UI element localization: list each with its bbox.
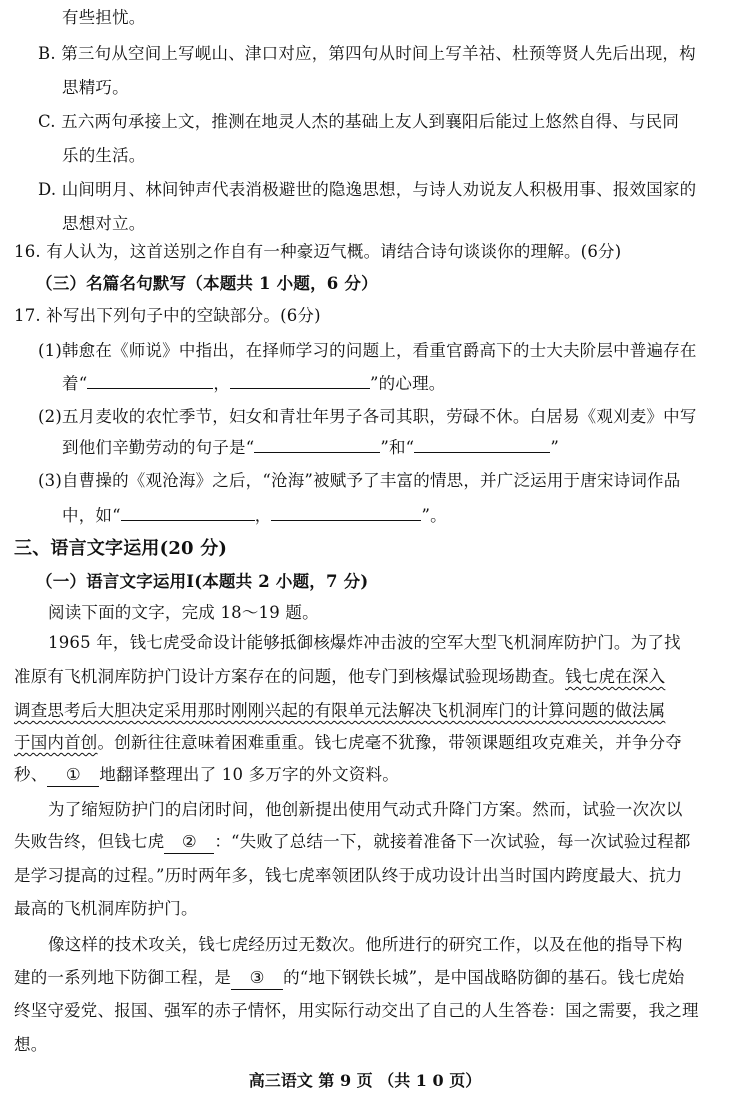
q17-item-2: (2)五月麦收的农忙季节，妇女和青壮年男子各司其职，劳碌不休。白居易《观刈麦》中写	[38, 407, 697, 426]
text-fragment: 失败告终，但钱七虎	[14, 832, 165, 851]
answer-blank-circled-3[interactable]: ③	[231, 967, 283, 990]
q17-item-2-blanks	[62, 436, 559, 459]
passage-line: 为了缩短防护门的启闭时间，他创新提出使用气动式升降门方案。然而，试验一次次以	[48, 800, 683, 819]
passage-line	[14, 967, 684, 990]
passage-line	[14, 666, 665, 688]
passage-line	[14, 831, 691, 854]
text-fragment: ，	[213, 374, 231, 393]
text-fragment: 秒、	[14, 765, 48, 784]
reading-instruction: 阅读下面的文字，完成 18～19 题。	[48, 603, 319, 622]
text-fragment: ：“失败了总结一下，就接着准备下一次试验，每一次试验过程都	[214, 832, 691, 851]
answer-blank-circled-1[interactable]: ①	[47, 764, 99, 787]
q17-item-1: (1)韩愈在《师说》中指出，在择师学习的问题上，看重官爵高下的士大夫阶层中普遍存在	[38, 341, 697, 360]
option-a-tail: 有些担忧。	[62, 8, 146, 27]
page-footer: 高三语文 第 9 页 （共 1 0 页）	[248, 1071, 482, 1090]
q17-item-3: (3)自曹操的《观沧海》之后，“沧海”被赋予了丰富的情思，并广泛运用于唐宋诗词作品	[38, 471, 681, 490]
text-fragment: 建的一系列地下防御工程，是	[14, 968, 232, 987]
q17-item-1-blanks	[62, 372, 445, 395]
answer-blank-6[interactable]	[271, 504, 421, 521]
passage-line: 最高的飞机洞库防护门。	[14, 899, 198, 918]
option-b-tail: 思精巧。	[62, 78, 129, 97]
text-fragment: ，	[254, 506, 272, 525]
wavy-underlined-sentence: 调查思考后大胆决定采用那时刚刚兴起的有限单元法解决飞机洞库门的计算问题的做法属	[14, 701, 666, 720]
text-fragment: 准原有飞机洞库防护门设计方案存在的问题，他专门到核爆试验现场勘查。	[14, 667, 566, 686]
subsection-1-title: （一）语言文字运用Ⅰ(本题共 2 小题，7 分)	[36, 572, 369, 591]
passage-line: 像这样的技术攻关，钱七虎经历过无数次。他所进行的研究工作，以及在他的指导下构	[48, 935, 683, 954]
wavy-underlined-sentence: 钱七虎在深入	[565, 667, 666, 686]
option-d: D. 山间明月、林间钟声代表消极避世的隐逸思想，与诗人劝说友人积极用事、报效国家的	[38, 180, 697, 199]
option-c: C. 五六两句承接上文，推测在地灵人杰的基础上友人到襄阳后能过上悠然自得、与民同	[38, 112, 680, 131]
passage-line	[14, 700, 665, 722]
passage-line: 终坚守爱党、报国、强军的赤子情怀，用实际行动交出了自己的人生答卷：国之需要，我之理	[14, 1001, 699, 1020]
part-3-title: 三、语言文字运用(20 分)	[14, 538, 228, 559]
passage-line	[14, 764, 399, 787]
text-fragment: ”	[550, 438, 559, 457]
answer-blank-4[interactable]	[414, 436, 550, 453]
text-fragment: ”。	[421, 506, 447, 525]
text-fragment: 着“	[62, 374, 88, 393]
option-d-tail: 思想对立。	[62, 214, 146, 233]
section-3-title: （三）名篇名句默写（本题共 1 小题，6 分）	[36, 274, 378, 293]
answer-blank-3[interactable]	[254, 436, 380, 453]
q17-item-3-blanks	[62, 504, 447, 527]
passage-line: 想。	[14, 1035, 48, 1054]
text-fragment: 到他们辛勤劳动的句子是“	[62, 438, 255, 457]
answer-blank-1[interactable]	[87, 372, 213, 389]
option-b: B. 第三句从空间上写岘山、津口对应，第四句从时间上写羊祜、杜预等贤人先后出现，构	[38, 44, 696, 63]
passage-line: 是学习提高的过程。”历时两年多，钱七虎率领团队终于成功设计出当时国内跨度最大、抗力	[14, 866, 683, 885]
text-fragment: 地翻译整理出了 10 多万字的外文资料。	[99, 765, 399, 784]
passage-line: 1965 年，钱七虎受命设计能够抵御核爆炸冲击波的空军大型飞机洞库防护门。为了找	[48, 633, 681, 652]
question-16: 16. 有人认为，这首送别之作自有一种豪迈气概。请结合诗句谈谈你的理解。(6分)	[14, 242, 622, 261]
passage-line	[14, 732, 682, 754]
answer-blank-2[interactable]	[230, 372, 370, 389]
answer-blank-circled-2[interactable]: ②	[164, 831, 214, 854]
text-fragment: 。创新往往意味着困难重重。钱七虎毫不犹豫，带领课题组攻克难关，并争分夺	[97, 733, 682, 752]
question-17: 17. 补写出下列句子中的空缺部分。(6分)	[14, 306, 321, 325]
wavy-underlined-sentence: 于国内首创	[14, 733, 98, 752]
answer-blank-5[interactable]	[121, 504, 255, 521]
text-fragment: ”的心理。	[370, 374, 446, 393]
text-fragment: ”和“	[380, 438, 415, 457]
text-fragment: 的“地下钢铁长城”，是中国战略防御的基石。钱七虎始	[283, 968, 685, 987]
text-fragment: 中，如“	[62, 506, 121, 525]
option-c-tail: 乐的生活。	[62, 146, 146, 165]
